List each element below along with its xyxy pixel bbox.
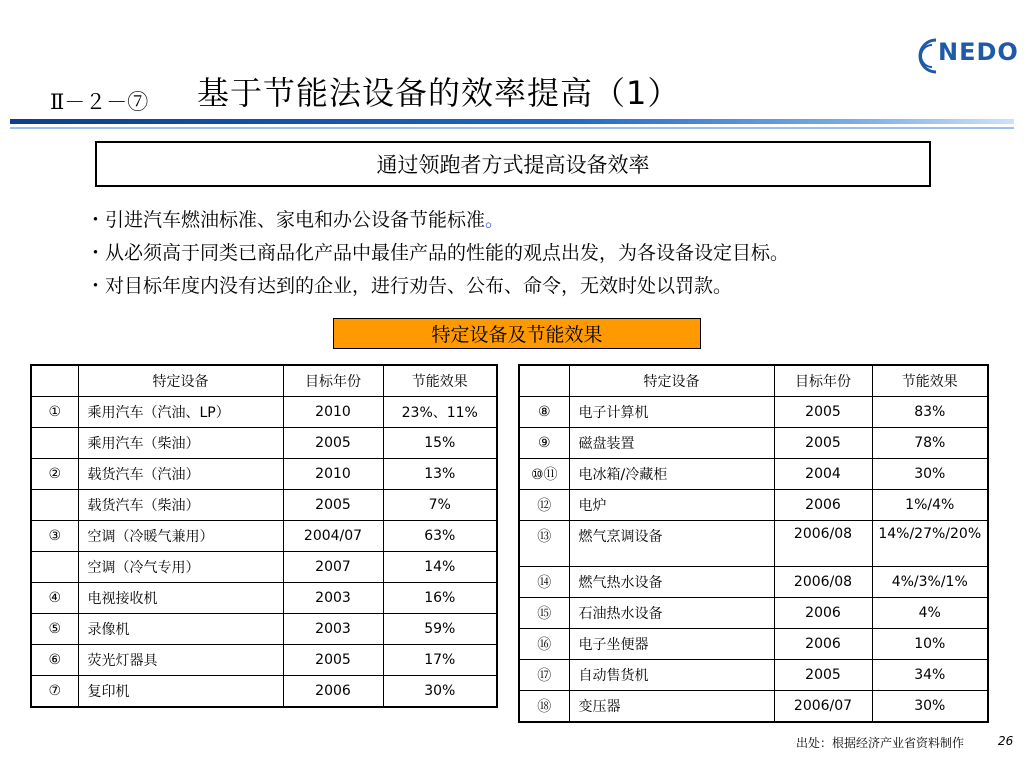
cell-year: 2006 xyxy=(283,676,383,708)
table-row xyxy=(31,645,497,676)
header-rule-thin xyxy=(10,127,1014,129)
cell-effect: 13% xyxy=(383,459,497,490)
bullet-item: ・从必须高于同类已商品化产品中最佳产品的性能的观点出发，为各设备设定目标。 xyxy=(86,242,790,264)
source-note: 出处：根据经济产业省资料制作 xyxy=(796,736,965,750)
cell-no xyxy=(31,552,78,583)
cell-device: 磁盘装置 xyxy=(569,428,774,459)
cell-effect: 63% xyxy=(383,521,497,552)
cell-no: ⑨ xyxy=(519,428,569,459)
cell-no xyxy=(31,490,78,521)
table-row xyxy=(519,459,988,490)
table-row xyxy=(519,629,988,660)
table-row xyxy=(31,459,497,490)
cell-no: ⑮ xyxy=(519,598,569,629)
cell-device: 石油热水设备 xyxy=(569,598,774,629)
cell-no: ① xyxy=(31,397,78,428)
section-number: Ⅱ－２－⑦ xyxy=(50,90,149,114)
cell-no: ③ xyxy=(31,521,78,552)
cell-no: ⑩⑪ xyxy=(519,459,569,490)
cell-year: 2005 xyxy=(774,660,872,691)
table-row xyxy=(31,676,497,708)
page-number: 26 xyxy=(998,734,1014,748)
subtitle-text: 通过领跑者方式提高设备效率 xyxy=(376,153,650,177)
cell-year: 2005 xyxy=(774,428,872,459)
cell-effect: 4% xyxy=(872,598,988,629)
cell-effect: 14% xyxy=(383,552,497,583)
cell-year: 2006 xyxy=(774,598,872,629)
cell-device: 电冰箱/冷藏柜 xyxy=(569,459,774,490)
bullet-item: ・引进汽车燃油标准、家电和办公设备节能标准。 xyxy=(86,209,505,231)
table-row xyxy=(31,397,497,428)
cell-no: ② xyxy=(31,459,78,490)
cell-effect: 83% xyxy=(872,397,988,428)
table-row xyxy=(519,660,988,691)
cell-device: 变压器 xyxy=(569,691,774,723)
table-row xyxy=(519,691,988,723)
section-label xyxy=(333,318,701,349)
cell-no: ⑬ xyxy=(519,521,569,567)
cell-device: 电炉 xyxy=(569,490,774,521)
header-no xyxy=(519,365,569,397)
header-year: 目标年份 xyxy=(774,365,872,397)
cell-device: 载货汽车（柴油） xyxy=(78,490,283,521)
cell-effect: 34% xyxy=(872,660,988,691)
cell-no: ⑫ xyxy=(519,490,569,521)
cell-effect: 78% xyxy=(872,428,988,459)
cell-no: ⑥ xyxy=(31,645,78,676)
header-device: 特定设备 xyxy=(569,365,774,397)
cell-effect: 30% xyxy=(872,459,988,490)
cell-year: 2004 xyxy=(774,459,872,490)
cell-device: 复印机 xyxy=(78,676,283,708)
cell-effect: 14%/27%/20% xyxy=(872,521,988,567)
cell-no: ⑤ xyxy=(31,614,78,645)
page-title: 基于节能法设备的效率提高（1） xyxy=(197,74,681,112)
nedo-logo-text: NEDO xyxy=(938,38,1019,66)
cell-device: 空调（冷气专用） xyxy=(78,552,283,583)
cell-device: 电子坐便器 xyxy=(569,629,774,660)
table-row xyxy=(519,428,988,459)
cell-device: 空调（冷暖气兼用） xyxy=(78,521,283,552)
cell-effect: 17% xyxy=(383,645,497,676)
cell-effect: 15% xyxy=(383,428,497,459)
table-row xyxy=(31,490,497,521)
bullet-end-mark: 。 xyxy=(485,209,505,231)
section-label-text: 特定设备及节能效果 xyxy=(431,324,603,346)
cell-year: 2006/08 xyxy=(774,521,872,567)
table-row xyxy=(519,397,988,428)
subtitle-box xyxy=(95,141,931,187)
bullet-list xyxy=(86,204,789,303)
cell-year: 2005 xyxy=(283,645,383,676)
cell-device: 荧光灯器具 xyxy=(78,645,283,676)
header-effect: 节能效果 xyxy=(872,365,988,397)
cell-device: 录像机 xyxy=(78,614,283,645)
table-header-row xyxy=(519,365,988,397)
cell-year: 2004/07 xyxy=(283,521,383,552)
cell-device: 燃气热水设备 xyxy=(569,567,774,598)
cell-year: 2003 xyxy=(283,614,383,645)
cell-effect: 59% xyxy=(383,614,497,645)
cell-effect: 7% xyxy=(383,490,497,521)
table-row xyxy=(519,490,988,521)
cell-year: 2006/08 xyxy=(774,567,872,598)
cell-year: 2006 xyxy=(774,490,872,521)
cell-no: ⑰ xyxy=(519,660,569,691)
table-header-row xyxy=(31,365,497,397)
cell-no: ⑯ xyxy=(519,629,569,660)
cell-no: ⑱ xyxy=(519,691,569,723)
cell-no: ⑭ xyxy=(519,567,569,598)
cell-effect: 10% xyxy=(872,629,988,660)
bullet-item: ・对目标年度内没有达到的企业，进行劝告、公布、命令，无效时处以罚款。 xyxy=(86,275,733,297)
device-table-left xyxy=(30,364,498,708)
header-no xyxy=(31,365,78,397)
cell-effect: 23%、11% xyxy=(383,397,497,428)
cell-device: 电子计算机 xyxy=(569,397,774,428)
cell-no: ⑧ xyxy=(519,397,569,428)
cell-year: 2010 xyxy=(283,397,383,428)
cell-year: 2010 xyxy=(283,459,383,490)
table-row xyxy=(31,552,497,583)
table-row xyxy=(519,567,988,598)
cell-year: 2003 xyxy=(283,583,383,614)
cell-device: 乘用汽车（柴油） xyxy=(78,428,283,459)
cell-device: 自动售货机 xyxy=(569,660,774,691)
cell-effect: 16% xyxy=(383,583,497,614)
cell-effect: 1%/4% xyxy=(872,490,988,521)
cell-year: 2007 xyxy=(283,552,383,583)
cell-device: 载货汽车（汽油） xyxy=(78,459,283,490)
table-row xyxy=(519,521,988,567)
table-row xyxy=(519,598,988,629)
cell-device: 电视接收机 xyxy=(78,583,283,614)
table-row xyxy=(31,614,497,645)
table-row xyxy=(31,521,497,552)
cell-effect: 30% xyxy=(872,691,988,723)
cell-year: 2005 xyxy=(283,490,383,521)
cell-device: 燃气烹调设备 xyxy=(569,521,774,567)
header-rule xyxy=(10,119,1014,124)
cell-year: 2005 xyxy=(774,397,872,428)
cell-year: 2006/07 xyxy=(774,691,872,723)
cell-no: ④ xyxy=(31,583,78,614)
cell-device: 乘用汽车（汽油、LP） xyxy=(78,397,283,428)
header-year: 目标年份 xyxy=(283,365,383,397)
header-device: 特定设备 xyxy=(78,365,283,397)
cell-year: 2005 xyxy=(283,428,383,459)
cell-no: ⑦ xyxy=(31,676,78,708)
table-row xyxy=(31,428,497,459)
header-effect: 节能效果 xyxy=(383,365,497,397)
cell-no xyxy=(31,428,78,459)
table-row xyxy=(31,583,497,614)
cell-year: 2006 xyxy=(774,629,872,660)
cell-effect: 30% xyxy=(383,676,497,708)
cell-effect: 4%/3%/1% xyxy=(872,567,988,598)
device-table-right xyxy=(518,364,989,723)
